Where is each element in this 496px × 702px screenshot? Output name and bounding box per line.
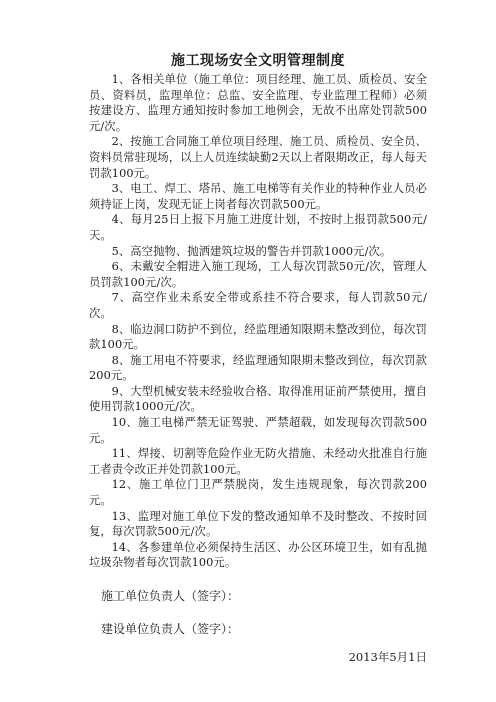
rule-item: 13、监理对施工单位下发的整改通知单不及时整改、不按时回复，每次罚款500元/次。 <box>89 509 427 539</box>
rule-item: 14、各参建单位必须保持生活区、办公区环境卫生，如有乱抛垃圾杂物者每次罚款100元。 <box>89 540 427 570</box>
rule-item: 5、高空抛物、抛洒建筑垃圾的警告并罚款1000元/次。 <box>111 244 392 258</box>
document-title: 施工现场安全文明管理制度 <box>171 53 345 69</box>
rule-item: 1、各相关单位（施工单位：项目经理、施工员、质检员、安全员、资料员，监理单位：总监、安全监理、专业监理工程师）必须按建设方、监理方通知按时参加工地例会，无故不出席处罚款500元/次。 <box>89 73 427 133</box>
rule-item: 7、高空作业未系安全带或系挂不符合要求，每人罚款50元/次。 <box>89 291 427 320</box>
rule-item: 9、大型机械安装未经验收合格、取得准用证前严禁使用，擅自使用罚款1000元/次。 <box>89 384 427 414</box>
rule-item: 3、电工、焊工、塔吊、施工电梯等有关作业的特种作业人员必须持证上岗，发现无证上岗者每次罚款500元。 <box>89 182 427 211</box>
rule-item: 4、每月25日上报下月施工进度计划，不按时上报罚款500元/天。 <box>89 213 427 242</box>
rule-item: 12、施工单位门卫严禁脱岗，发生违规现象，每次罚款200元。 <box>89 478 427 508</box>
rules-list <box>89 72 427 571</box>
contractor-signature-line: 施工单位负责人（签字）： <box>101 589 240 603</box>
rule-item: 2、按施工合同施工单位项目经理、施工员、质检员、安全员、资料员常驻现场，以上人员连续缺勤2天以上者限期改正，每人每天罚款100元。 <box>89 135 427 180</box>
rule-item: 10、施工电梯严禁无证驾驶、严禁超载，如发现每次罚款500元。 <box>89 416 427 445</box>
rule-item: 6、未戴安全帽进入施工现场，工人每次罚款50元/次，管理人员罚款100元/次。 <box>89 260 427 289</box>
rule-item: 8、临边洞口防护不到位，经监理通知限期未整改到位，每次罚款100元。 <box>89 322 427 352</box>
rule-item: 8、施工用电不符要求，经监理通知限期未整改到位，每次罚款200元。 <box>89 353 427 383</box>
rule-item: 11、焊接、切割等危险作业无防火措施、未经动火批准自行施工者责令改正并处罚款100元。 <box>89 447 427 476</box>
document-page <box>89 52 427 665</box>
document-date: 2013年5月1日 <box>348 650 427 664</box>
owner-signature-line: 建设单位负责人（签字）： <box>101 622 240 636</box>
